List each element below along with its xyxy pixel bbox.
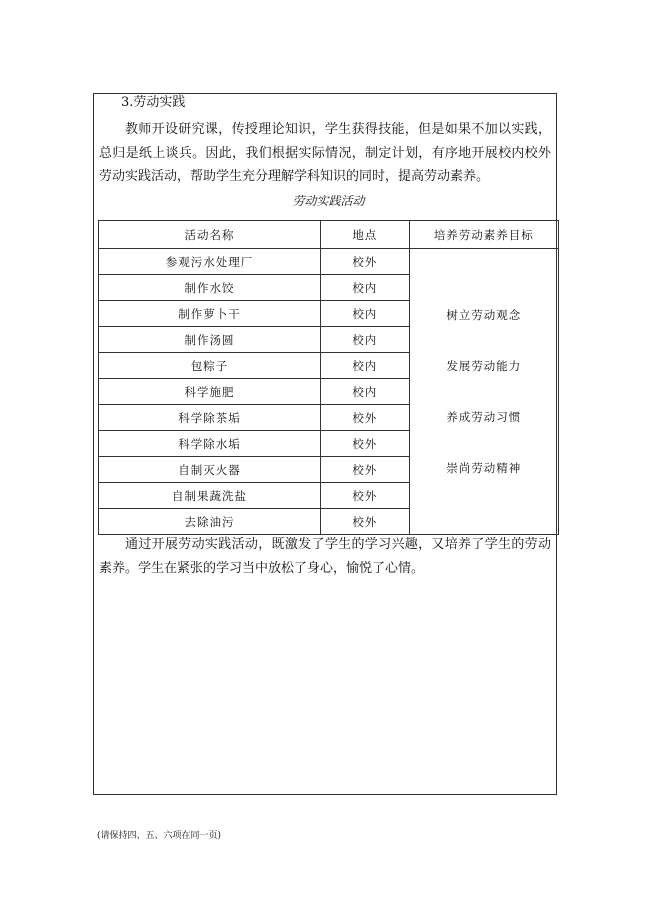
- activity-name-cell: 科学除水垢: [99, 431, 321, 457]
- goal-item: 养成劳动习惯: [446, 409, 522, 424]
- activity-name-cell: 制作萝卜干: [99, 301, 321, 327]
- activity-name-cell: 科学施肥: [99, 379, 321, 405]
- goal-item: 发展劳动能力: [446, 358, 522, 373]
- location-cell: 校内: [321, 327, 410, 353]
- table-row: [99, 249, 559, 275]
- goal-item: 树立劳动观念: [446, 307, 522, 322]
- footer-note: (请保持四、五、六项在同一页): [97, 831, 222, 841]
- location-cell: 校外: [321, 457, 410, 483]
- activity-name-cell: 自制灭火器: [99, 457, 321, 483]
- location-cell: 校内: [321, 301, 410, 327]
- location-cell: 校外: [321, 405, 410, 431]
- goal-item: 崇尚劳动精神: [446, 460, 522, 475]
- activity-name-cell: 制作水饺: [99, 275, 321, 301]
- activity-name-cell: 制作汤圆: [99, 327, 321, 353]
- conclusion-paragraph: 通过开展劳动实践活动，既激发了学生的学习兴趣，又培养了学生的劳动素养。学生在紧张的学习当中放松了身心，愉悦了心情。: [99, 537, 551, 576]
- table-caption: 劳动实践活动: [292, 194, 365, 208]
- header-activity-name: 活动名称: [99, 221, 321, 249]
- activity-name-cell: 参观污水处理厂: [99, 249, 321, 275]
- table-header-row: [99, 221, 559, 249]
- activity-name-cell: 去除油污: [99, 509, 321, 535]
- location-cell: 校外: [321, 249, 410, 275]
- goals-cell: [409, 249, 558, 535]
- header-location: 地点: [321, 221, 410, 249]
- header-goal: 培养劳动素养目标: [409, 221, 558, 249]
- activity-table: [98, 220, 559, 535]
- location-cell: 校内: [321, 353, 410, 379]
- activity-name-cell: 自制果蔬洗盐: [99, 483, 321, 509]
- location-cell: 校内: [321, 275, 410, 301]
- activity-name-cell: 包粽子: [99, 353, 321, 379]
- activity-name-cell: 科学除茶垢: [99, 405, 321, 431]
- intro-paragraph: 教师开设研究课，传授理论知识，学生获得技能，但是如果不加以实践，总归是纸上谈兵。因此，我们根据实际情况，制定计划，有序地开展校内校外劳动实践活动，帮助学生充分理解学科知识的同时，提高劳动素养。: [99, 122, 551, 184]
- location-cell: 校外: [321, 509, 410, 535]
- location-cell: 校外: [321, 431, 410, 457]
- section-heading: 3.劳动实践: [121, 95, 186, 110]
- location-cell: 校外: [321, 483, 410, 509]
- location-cell: 校内: [321, 379, 410, 405]
